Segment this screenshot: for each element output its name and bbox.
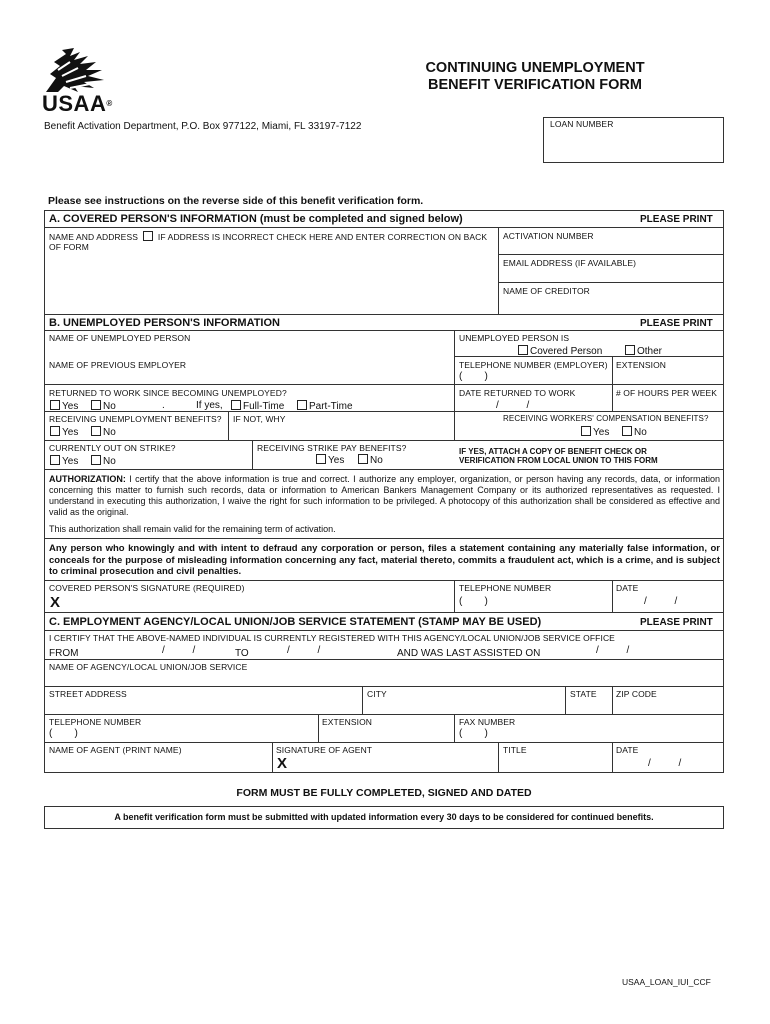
loan-number-box[interactable]: [543, 117, 724, 163]
unemployed-person-is-label: UNEMPLOYED PERSON IS: [459, 333, 570, 343]
authorization-label: AUTHORIZATION:: [49, 474, 126, 484]
other-option[interactable]: Other: [625, 345, 662, 358]
unemployment-yes-checkbox[interactable]: [50, 426, 60, 436]
name-unemployed-label: NAME OF UNEMPLOYED PERSON: [49, 333, 191, 343]
if-yes-label: If yes,: [196, 400, 223, 411]
unemployment-no-option[interactable]: No: [91, 426, 116, 439]
date-returned-label: DATE RETURNED TO WORK: [459, 388, 576, 398]
signature-date-label: DATE: [616, 583, 639, 593]
agency-extension-label: EXTENSION: [322, 717, 373, 727]
email-address-label: EMAIL ADDRESS (IF AVAILABLE): [503, 258, 637, 268]
from-label: FROM: [49, 648, 79, 659]
if-not-why-label: IF NOT, WHY: [233, 414, 286, 424]
previous-employer-label: NAME OF PREVIOUS EMPLOYER: [49, 360, 187, 370]
form-title-line1: CONTINUING UNEMPLOYMENT: [425, 60, 645, 76]
covered-person-option[interactable]: Covered Person: [518, 345, 602, 358]
workers-comp-no-option[interactable]: No: [622, 426, 647, 439]
section-b-please-print: PLEASE PRINT: [640, 318, 713, 329]
strike-pay-no-option[interactable]: No: [358, 454, 383, 467]
registration-certify-text: I CERTIFY THAT THE ABOVE-NAMED INDIVIDUAL IS CURRENTLY REGISTERED WITH THIS AGENCY/LOCAL UNION/JOB SERVICE OFFICE: [49, 633, 615, 643]
strike-yes-checkbox[interactable]: [50, 455, 60, 465]
form-code: USAA_LOAN_IUI_CCF: [622, 977, 711, 987]
workers-comp-yes-checkbox[interactable]: [581, 426, 591, 436]
authorization-text: I certify that the above information is true and correct. I authorize any employer, organization, or person having any records, data, or information concerning this matter to furnish such records, data or information to American Bankers Management Company or its authorized representatives as requested. I understand in executing this authorization, I waive the right for such information to be privileged. A photocopy of this authorization shall be considered as effective and valid as the original.: [49, 474, 720, 517]
name-address-label: NAME AND ADDRESS: [49, 232, 138, 242]
extension-label: EXTENSION: [616, 360, 667, 370]
authorization-validity: This authorization shall remain valid for the remaining term of activation.: [49, 524, 336, 534]
returned-period: .: [162, 400, 165, 411]
telephone-employer-label: TELEPHONE NUMBER (EMPLOYER): [459, 360, 608, 370]
agent-signature-label: SIGNATURE OF AGENT: [276, 745, 373, 755]
section-a-heading: A. COVERED PERSON'S INFORMATION (must be completed and signed below): [49, 213, 463, 225]
unemployment-no-checkbox[interactable]: [91, 426, 101, 436]
submission-notice-box: [44, 806, 724, 829]
strike-attachment-note: IF YES, ATTACH A COPY OF BENEFIT CHECK OR VERIFICATION FROM LOCAL UNION TO THIS FORM: [459, 447, 658, 465]
signature-phone-area-code[interactable]: ( ): [459, 596, 488, 607]
section-b-heading: B. UNEMPLOYED PERSON'S INFORMATION: [49, 317, 280, 329]
name-of-creditor-label: NAME OF CREDITOR: [503, 286, 590, 296]
last-assisted-date-field[interactable]: / /: [596, 645, 630, 656]
section-c-heading: C. EMPLOYMENT AGENCY/LOCAL UNION/JOB SERVICE STATEMENT (STAMP MAY BE USED): [49, 616, 542, 628]
full-time-checkbox[interactable]: [231, 400, 241, 410]
strike-no-checkbox[interactable]: [91, 455, 101, 465]
returned-to-work-label: RETURNED TO WORK SINCE BECOMING UNEMPLOYED?: [49, 388, 287, 398]
section-a-please-print: PLEASE PRINT: [640, 214, 713, 225]
unemployment-yes-option[interactable]: Yes: [50, 426, 78, 439]
agency-name-label: NAME OF AGENCY/LOCAL UNION/JOB SERVICE: [49, 662, 248, 672]
agency-phone-area-code[interactable]: ( ): [49, 728, 78, 739]
zip-code-label: ZIP CODE: [616, 689, 657, 699]
workers-comp-label: RECEIVING WORKERS' COMPENSATION BENEFITS?: [503, 414, 709, 423]
fax-number-label: FAX NUMBER: [459, 717, 516, 727]
strike-pay-yes-option[interactable]: Yes: [316, 454, 344, 467]
city-label: CITY: [367, 689, 387, 699]
date-returned-field[interactable]: / /: [496, 400, 530, 411]
fax-area-code[interactable]: ( ): [459, 728, 488, 739]
form-title: [340, 60, 730, 94]
covered-signature-x[interactable]: X: [50, 594, 61, 611]
returned-yes-option[interactable]: Yes: [50, 400, 78, 413]
agency-telephone-label: TELEPHONE NUMBER: [49, 717, 142, 727]
agent-name-label: NAME OF AGENT (PRINT NAME): [49, 745, 182, 755]
agent-title-label: TITLE: [503, 745, 527, 755]
returned-yes-checkbox[interactable]: [50, 400, 60, 410]
part-time-checkbox[interactable]: [297, 400, 307, 410]
state-label: STATE: [570, 689, 597, 699]
strike-pay-no-checkbox[interactable]: [358, 454, 368, 464]
loan-number-label: LOAN NUMBER: [550, 119, 614, 129]
covered-signature-label: COVERED PERSON'S SIGNATURE (REQUIRED): [49, 583, 245, 593]
agent-signature-x[interactable]: X: [277, 755, 288, 772]
to-date-field[interactable]: / /: [287, 645, 321, 656]
completion-notice: FORM MUST BE FULLY COMPLETED, SIGNED AND DATED: [236, 787, 532, 799]
eagle-icon: [44, 48, 106, 94]
agent-date-label: DATE: [616, 745, 639, 755]
workers-comp-yes-option[interactable]: Yes: [581, 426, 609, 439]
submission-notice: A benefit verification form must be submitted with updated information every 30 days to be considered for continued benefits.: [114, 812, 654, 822]
section-c-please-print: PLEASE PRINT: [640, 617, 713, 628]
returned-no-checkbox[interactable]: [91, 400, 101, 410]
strike-pay-label: RECEIVING STRIKE PAY BENEFITS?: [257, 443, 407, 453]
full-time-option[interactable]: Full-Time: [231, 400, 284, 413]
workers-comp-no-checkbox[interactable]: [622, 426, 632, 436]
department-address: Benefit Activation Department, P.O. Box 977122, Miami, FL 33197-7122: [44, 121, 362, 132]
activation-number-label: ACTIVATION NUMBER: [503, 231, 594, 241]
logo-wordmark: USAA: [42, 91, 107, 116]
part-time-option[interactable]: Part-Time: [297, 400, 353, 413]
covered-person-checkbox[interactable]: [518, 345, 528, 355]
usaa-logo: [42, 48, 112, 120]
last-assisted-label: AND WAS LAST ASSISTED ON: [397, 648, 541, 659]
address-incorrect-checkbox[interactable]: [143, 231, 153, 241]
fraud-warning: Any person who knowingly and with intent to defraud any corporation or person, files a statement containing any materially false information, or conceals for the purpose of misleading information concerning any fact, material thereto, commits a fraudulent act, which is a crime, and is subject to criminal prosecution and civil penalties.: [49, 543, 720, 577]
authorization-paragraph: [49, 474, 720, 518]
strike-yes-option[interactable]: Yes: [50, 455, 78, 468]
returned-no-option[interactable]: No: [91, 400, 116, 413]
instructions: Please see instructions on the reverse side of this benefit verification form.: [48, 195, 424, 207]
strike-pay-yes-checkbox[interactable]: [316, 454, 326, 464]
registered-mark: ®: [106, 99, 113, 108]
from-date-field[interactable]: / /: [162, 645, 196, 656]
strike-no-option[interactable]: No: [91, 455, 116, 468]
employer-phone-area-code[interactable]: ( ): [459, 371, 488, 382]
signature-date-field[interactable]: / /: [644, 596, 678, 607]
signature-telephone-label: TELEPHONE NUMBER: [459, 583, 552, 593]
hours-per-week-label: # OF HOURS PER WEEK: [616, 388, 718, 398]
out-on-strike-label: CURRENTLY OUT ON STRIKE?: [49, 443, 176, 453]
name-address-field[interactable]: [49, 231, 495, 252]
address-incorrect-text: IF ADDRESS IS INCORRECT CHECK HERE AND ENTER CORRECTION ON BACK OF FORM: [49, 232, 488, 252]
to-label: TO: [235, 648, 249, 659]
agent-date-field[interactable]: / /: [648, 758, 682, 769]
receiving-unemployment-label: RECEIVING UNEMPLOYMENT BENEFITS?: [49, 414, 222, 424]
street-address-label: STREET ADDRESS: [49, 689, 127, 699]
other-checkbox[interactable]: [625, 345, 635, 355]
form-title-line2: BENEFIT VERIFICATION FORM: [427, 77, 642, 93]
